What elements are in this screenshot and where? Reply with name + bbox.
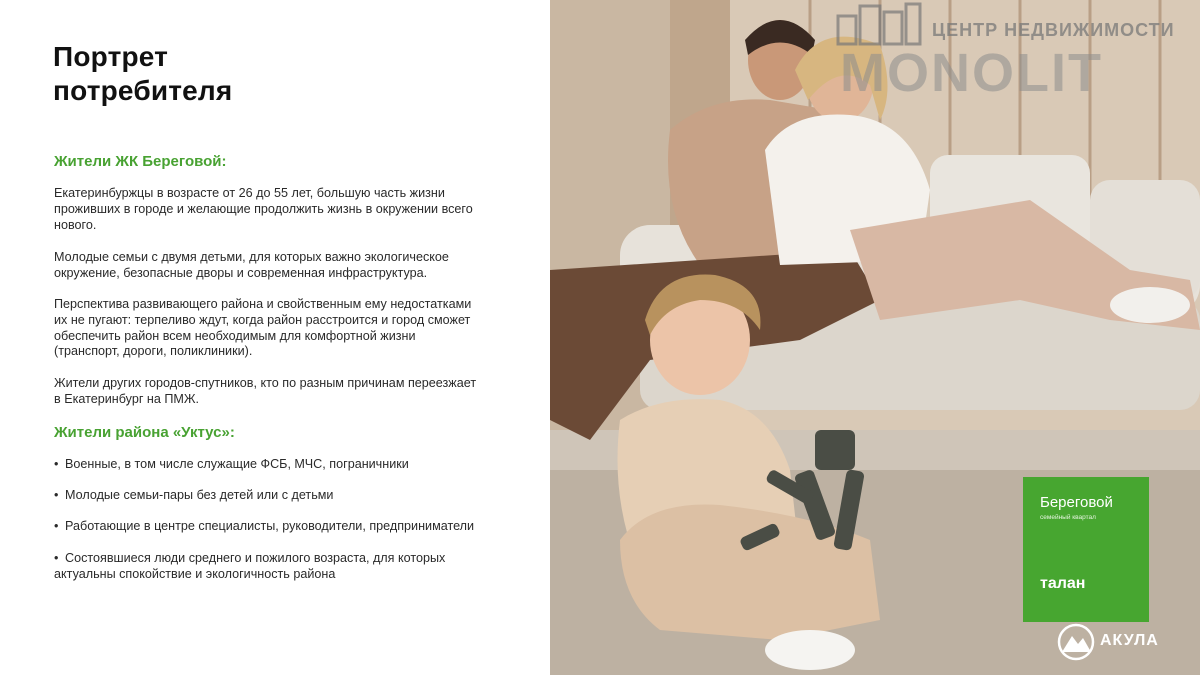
paragraph-line: (транспорт, дороги, поликлиники). <box>54 344 253 359</box>
bullet-mark: • <box>54 488 59 502</box>
paragraph-4 <box>54 376 524 408</box>
bullet-text: Работающие в центре специалисты, руководители, предприниматели <box>65 519 475 533</box>
paragraph-line: Перспектива развивающего района и свойственным ему недостатками <box>54 297 472 311</box>
brand-subtitle: семейный квартал <box>1040 514 1096 521</box>
paragraph-2 <box>54 250 524 282</box>
bullet-text: Молодые семьи-пары без детей или с детьми <box>65 488 334 502</box>
paragraph-line: нового. <box>54 217 97 232</box>
title-line-2: потребителя <box>53 75 233 106</box>
paragraph-line: окружение, безопасные дворы и современная инфраструктура. <box>54 265 428 280</box>
slide-title <box>53 40 473 108</box>
paragraph-1 <box>54 186 524 233</box>
section-heading-berегovoy: Жители ЖК Береговой: <box>54 153 227 170</box>
paragraph-3 <box>54 297 524 360</box>
bullet-mark: • <box>54 551 59 565</box>
title-line-1: Портрет <box>53 41 169 72</box>
akula-logo <box>1056 622 1186 662</box>
developer-name: талан <box>1040 575 1086 592</box>
beregovoy-brand-card <box>1023 477 1149 622</box>
section-heading-uktus: Жители района «Уктус»: <box>54 424 235 441</box>
paragraph-line: обеспечить район всем необходимым для комфортной жизни <box>54 328 416 343</box>
bullet-text-continued: актуальны спокойствие и экологичность района <box>54 566 336 581</box>
bullet-item <box>54 488 524 504</box>
bullet-item <box>54 519 524 535</box>
bullet-mark: • <box>54 457 59 471</box>
paragraph-line: Молодые семьи с двумя детьми, для которых важно экологическое <box>54 250 449 264</box>
watermark-big-text: MONOLIT <box>840 43 1103 103</box>
text-panel <box>0 0 550 675</box>
paragraph-line: их не пугают: терпеливо ждут, когда район расстроится и город сможет <box>54 312 471 327</box>
akula-logo-text: АКУЛА <box>1100 632 1159 649</box>
watermark-top-text: ЦЕНТР НЕДВИЖИМОСТИ <box>932 20 1175 40</box>
paragraph-line: Екатеринбуржцы в возрасте от 26 до 55 лет, большую часть жизни <box>54 186 445 200</box>
akula-mountain-icon <box>1056 622 1096 662</box>
bullet-mark: • <box>54 519 59 533</box>
paragraph-line: проживших в городе и желающие продолжить жизнь в окружении всего <box>54 201 473 216</box>
brand-name: Береговой <box>1040 494 1113 511</box>
paragraph-line: в Екатеринбург на ПМЖ. <box>54 391 200 406</box>
paragraph-line: Жители других городов-спутников, кто по разным причинам переезжает <box>54 376 477 390</box>
bullet-item <box>54 457 524 473</box>
bullet-text: Состоявшиеся люди среднего и пожилого возраста, для которых <box>65 551 446 565</box>
bullet-item <box>54 551 524 583</box>
bullet-text: Военные, в том числе служащие ФСБ, МЧС, пограничники <box>65 457 409 471</box>
